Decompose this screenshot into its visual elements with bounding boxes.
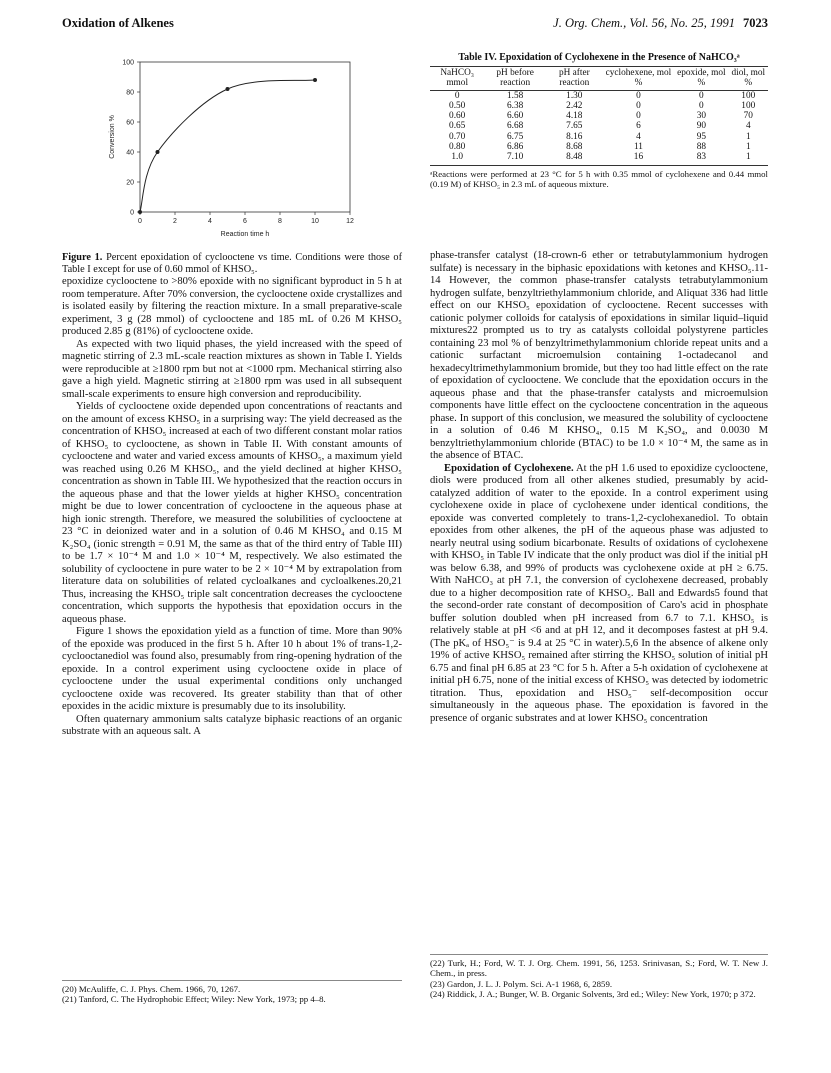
table-cell: 7.10 — [484, 152, 546, 165]
y-tick-label: 20 — [126, 179, 134, 187]
col-header-epoxide: epoxide, mol % — [674, 67, 728, 91]
table-cell: 1 — [745, 131, 751, 142]
table-cell: 0.80 — [449, 142, 466, 153]
table-cell: 4 — [745, 121, 751, 132]
figure-caption-label: Figure 1. — [62, 252, 103, 263]
y-tick-label: 80 — [126, 89, 134, 97]
footnotes-left — [62, 980, 402, 1051]
x-tick-label: 10 — [311, 218, 319, 225]
running-title: Oxidation of Alkenes — [62, 16, 174, 30]
table-cell: 6.60 — [506, 111, 524, 122]
table-cell: 6.86 — [506, 142, 524, 153]
table-cell: 6.68 — [506, 121, 524, 132]
table-cell: 16 — [603, 152, 674, 165]
footnote-23: (23) Gardon, J. L. J. Polym. Sci. A-1 1968, 6, 2859. — [430, 978, 613, 989]
table-iv — [430, 52, 768, 189]
x-tick-label: 2 — [173, 218, 177, 225]
table-cell: 6.75 — [506, 131, 524, 142]
table-title-label: Table IV. — [458, 52, 497, 63]
table-cell: 88 — [696, 142, 706, 153]
x-tick-label: 6 — [243, 218, 247, 225]
table-row — [430, 121, 768, 131]
table-cell: 6 — [636, 121, 641, 132]
table-cell: 0 — [636, 111, 641, 122]
left-column — [62, 252, 402, 739]
table-cell: 1 — [745, 142, 751, 153]
table-cell: 0 — [699, 100, 704, 111]
table-cell: 0.70 — [449, 131, 466, 142]
table-cell: 6.38 — [506, 100, 524, 111]
left-paragraph-3: Yields of cyclooctene oxide depended upon concentrations of reactants and on the amount of excess KHSO₅ in a surprising way: The yield decreased as the concentration of KHSO₅ increased at each of two different constant molar ratios of KHSO₅ to cyclooctene, as shown in Table II. With constant amounts of cyclooctene and water and varied excess amounts of KHSO₅, a maximum yield was reached using 0.26 M KHSO₅, and the yield declined at higher KHSO₅ concentration as shown in Table III. We hypothesized that the reaction occurs in the aqueous phase and that the lower yields at higher KHSO₅ concentration might be due to lower concentration of cyclooctene in the aqueous phase at high ionic strength. Therefore, we measured the solubilities of cyclooctene at 23 °C in deionized water and in a solution of 0.46 M KHSO₄ and 0.15 M K₂SO₄ (ionic strength = 0.91 M, the same as that of the third entry of Table III) to be 1.7 × 10⁻⁴ M and 1.0 × 10⁻⁴ M, respectively. We also estimated the solubility of cyclooctene in pure water to be 2 × 10⁻⁴ M by extrapolation from literature data on solubilities of related cycloalkanes and cycloalkenes.20,21 Thus, increasing the KHSO₅ triple salt concentration decreases the cyclooctene concentration, which supports the hypothesis that epoxidation occurs in the aqueous phase. — [62, 401, 402, 625]
table-row — [430, 90, 768, 101]
table-header-row — [430, 67, 768, 91]
table-cell: 8.16 — [566, 131, 583, 142]
footnote-22: (22) Turk, H.; Ford, W. T. J. Org. Chem. 1991, 56, 1253. Srinivasan, S.; Ford, W. T. New J. Chem., in press. — [430, 958, 768, 979]
x-tick-label: 12 — [346, 218, 354, 225]
data-point — [156, 150, 160, 154]
table-cell: 100 — [741, 100, 756, 111]
table-row — [430, 142, 768, 152]
col-header-diol: diol, mol % — [729, 67, 768, 91]
right-column — [430, 250, 768, 725]
right-paragraph-1: phase-transfer catalyst (18-crown-6 ether or tetrabutylammonium hydrogen sulfate) is necessary in the biphasic epoxidations with ketones and KHSO₅.11-14 However, the common phase-transfer catalysts tetrabutylammonium hydrogen sulfate, benzyltriethylammonium chloride, and Aliquat 336 had little effect on our KHSO₅ epoxidation of cyclooctene. Recent successes with cationic polymer colloids for catalysis of epoxidations in similar liquid–liquid mixtures22 prompted us to try as catalysts colloidal polystyrene particles containing 23 mol % of benzyltrimethylammonium chloride repeat units and a cationic surfactant microemulsion containing 1-octadecanol and hexadecyltrimethylammonium bromide, but they too had little effect on the rate of epoxidation of cyclooctene. We conclude that the epoxidation occurs in the aqueous phase and that the phase-transfer catalysts and microemulsion components have little effect on the cyclooctene concentration in the aqueous phase. In support of this conclusion, we measured the solubility of cyclooctene in a solution of 0.46 M KHSO₄, 0.15 M K₂SO₄, and 0.0030 M benzyltriethylammonium chloride (BTAC) to be 1.0 × 10⁻⁴ M, the same as in the absence of BTAC. — [430, 250, 768, 461]
table-cell: 70 — [743, 111, 753, 122]
table-cell: 4.18 — [566, 111, 583, 122]
figure-1-chart — [62, 52, 402, 247]
plot-frame — [140, 62, 350, 212]
section-heading-cyclohexene: Epoxidation of Cyclohexene. — [444, 462, 574, 474]
col-header-ph-after: pH after reaction — [546, 67, 603, 91]
right-paragraph-2-text: At the pH 1.6 used to epoxidize cyclooctene, diols were produced from all other alkenes studied, presumably by acid-catalyzed addition of water to the epoxide. In a control experiment using cyclohexene oxide in place of cyclohexene under identical conditions, the epoxide was converted completely to trans-1,2-cyclohexanediol. To obtain epoxides from other alkenes, the pH of the aqueous phase was adjusted to nearly neutral using sodium bicarbonate. Results of oxidations of cyclohexene with KHSO₅ in Table IV indicate that the only product was diol if the initial pH was below 6.38, and 99% of products was cyclohexene oxide at pH ≥ 6.75. With NaHCO₃ at pH 7.1, the conversion of cyclohexene decreased, probably due to a higher decomposition rate of KHSO₅. Ball and Edwards5 found that the second-order rate constant of decomposition of Caro's acid in phosphate buffer solution doubled when pH increased from 6.7 to 7.1. KHSO₅ is relatively stable at pH <6 and at pH 12, and it decomposes fastest at pH 9.4. (The pKₐ of HSO₅⁻ is 9.4 at 25 °C in water).5,6 In the absence of alkene only 19% of active KHSO₅ remained after stirring the KHSO₅ solution of initial pH 6.75 and final pH 6.85 at 23 °C for 5 h. After a 5-h oxidation of cyclohexene at initial pH 6.75, none of the initial excess of KHSO₅ was detected by iodometric titration. Thus, epoxidation and HSO₅⁻ self-decomposition occur simultaneously in the aqueous phase. The epoxidation is favored in the presence of organic substrates and at lower KHSO₅ concentration — [430, 462, 768, 724]
table-row — [430, 101, 768, 111]
table-cell: 0.60 — [449, 111, 466, 122]
table-cell: 4 — [636, 131, 641, 142]
table-cell: 95 — [696, 131, 706, 142]
table-cell: 0 — [636, 90, 641, 101]
table-cell: 7.65 — [566, 121, 583, 132]
footnote-24: (24) Riddick, J. A.; Bunger, W. B. Organic Solvents, 3rd ed.; Wiley: New York, 1970; p 372. — [430, 988, 756, 999]
table-cell: 1.58 — [506, 90, 524, 101]
table-cell: 1.30 — [566, 90, 583, 101]
table-cell: 2.42 — [566, 100, 583, 111]
table-row — [430, 152, 768, 165]
col-header-ph-before: pH before reaction — [484, 67, 546, 91]
left-paragraph-2: As expected with two liquid phases, the yield increased with the speed of magnetic stirring of 2.3 mL-scale reaction mixtures as shown in Table I. Yields were reproducible at ≥1800 rpm but not at <1000 rpm. Mechanical stirring also gave a high yield. Magnetic stirring at ≥1800 rpm was used in all subsequent small-scale experiments to ensure high conversion and reproducibility. — [62, 338, 402, 400]
x-tick-label: 0 — [138, 218, 142, 225]
x-tick-label: 4 — [208, 218, 212, 225]
left-paragraph-1: epoxidize cyclooctene to >80% epoxide with no significant byproduct in 5 h at room temperature. After 70% conversion, the cyclooctene oxide crystallizes and is isolated easily by filtering the reaction mixture. In a small preparative-scale experiment, 3 g (28 mmol) of cyclooctene and 185 mL of 0.26 M KHSO₅ produced 2.85 g (81%) of cyclooctene oxide. — [62, 276, 402, 337]
table-cell: 1.0 — [430, 152, 484, 165]
y-tick-label: 40 — [126, 149, 134, 157]
table-cell: 0 — [636, 100, 641, 111]
table-cell: 8.48 — [546, 152, 603, 165]
journal-name: J. Org. Chem., Vol. 56, No. 25, 1991 — [553, 16, 735, 30]
table-cell: 90 — [696, 121, 706, 132]
y-axis-label: Conversion % — [109, 115, 116, 159]
table-row — [430, 132, 768, 142]
left-paragraph-4: Figure 1 shows the epoxidation yield as a function of time. More than 90% of the epoxide was produced in the first 5 h. After 10 h about 1% of trans-1,2-cyclooctanediol was found also, presumably from ring-opening hydration of the epoxide. In a control experiment using cyclooctene oxide in place of cyclooctene under the usual experimental conditions only unchanged cyclooctene oxide was recovered. Its greater stability than that of other epoxides in the acidic mixture is presumably due to its insolubility. — [62, 626, 402, 712]
table-cell: 83 — [674, 152, 728, 165]
table-cell: 0.50 — [449, 100, 466, 111]
data-point — [313, 78, 317, 82]
table-row — [430, 111, 768, 121]
footnote-21: (21) Tanford, C. The Hydrophobic Effect; Wiley: New York, 1973; pp 4–8. — [62, 994, 326, 1005]
y-tick-label: 100 — [122, 59, 134, 67]
conversion-vs-time-plot — [62, 52, 402, 247]
data-point — [226, 87, 230, 91]
y-tick-label: 60 — [126, 119, 134, 127]
footnotes-right — [430, 954, 768, 1051]
table-cell: 0.65 — [449, 121, 466, 132]
figure-caption — [62, 252, 402, 276]
table-footnote: ᵃReactions were performed at 23 °C for 5 h with 0.35 mmol of cyclohexene and 0.44 mmol (0.19 M) of KHSO₅ in 2.3 mL of aqueous mixture. — [430, 168, 768, 189]
data-table — [430, 66, 768, 166]
x-axis-label: Reaction time h — [220, 231, 270, 238]
right-paragraph-2 — [430, 463, 768, 726]
conversion-curve — [140, 80, 315, 212]
figure-caption-text: Percent epoxidation of cyclooctene vs time. Conditions were those of Table I except for use of 0.60 mmol of KHSO₅. — [62, 252, 402, 275]
col-header-nahco3: NaHCO₃ mmol — [430, 67, 484, 91]
table-cell: 8.68 — [566, 142, 583, 153]
table-cell: 0 — [699, 90, 704, 101]
table-cell: 11 — [633, 142, 643, 153]
x-tick-label: 8 — [278, 218, 282, 225]
page-number: 7023 — [743, 16, 768, 30]
data-point — [138, 210, 142, 214]
journal-citation — [553, 16, 768, 31]
table-title — [430, 52, 768, 64]
y-tick-label: 0 — [130, 209, 134, 217]
footnote-20: (20) McAuliffe, C. J. Phys. Chem. 1966, 70, 1267. — [62, 984, 241, 994]
left-paragraph-5: Often quaternary ammonium salts catalyze biphasic reactions of an organic substrate with an aqueous salt. A — [62, 713, 402, 737]
running-header — [62, 16, 768, 34]
table-cell: 30 — [696, 111, 706, 122]
table-cell: 1 — [729, 152, 768, 165]
col-header-cyclohexene: cyclohexene, mol % — [603, 67, 674, 91]
table-cell: 0 — [454, 90, 460, 101]
table-cell: 100 — [741, 90, 756, 101]
table-title-text: Epoxidation of Cyclohexene in the Presence of NaHCO₃ᵃ — [499, 52, 740, 63]
